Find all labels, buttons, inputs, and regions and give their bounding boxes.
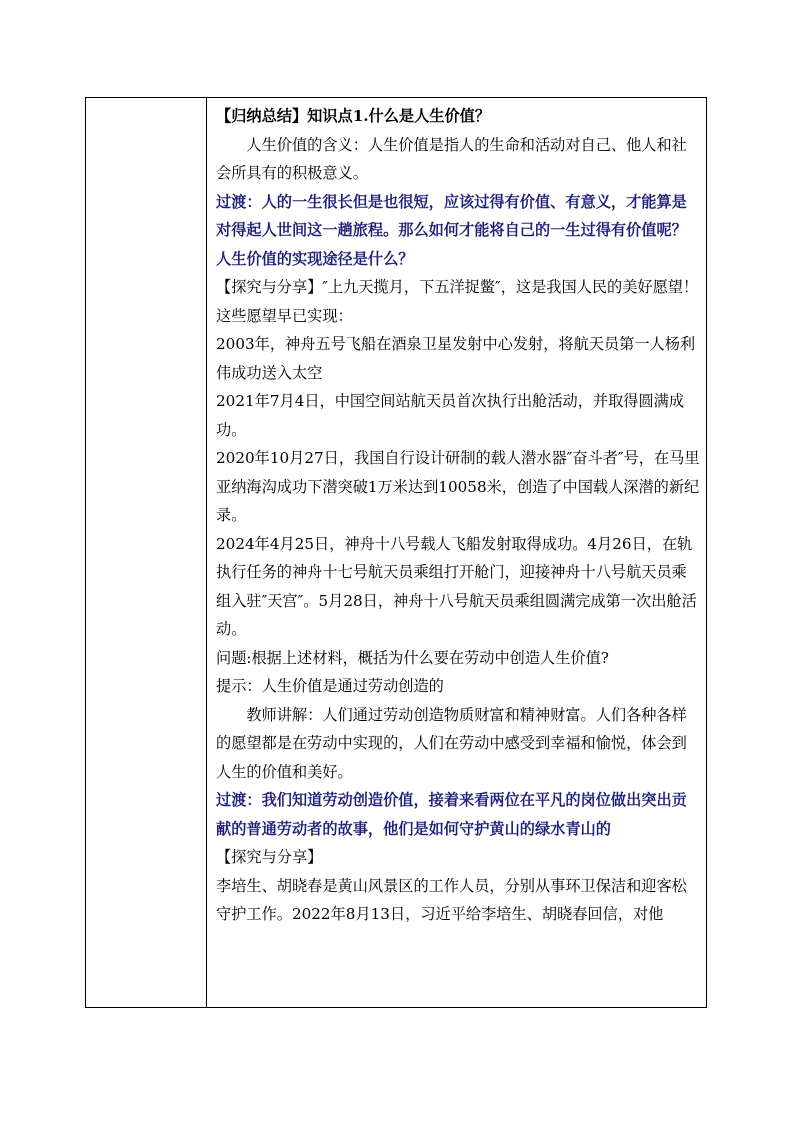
event-2021: 2021年7月4日，中国空间站航天员首次执行出舱活动，并取得圆满成功。 (216, 392, 685, 439)
teacher-explain-paragraph: 教师讲解：人们通过劳动创造物质财富和精神财富。人们各种各样的愿望都是在劳动中实现的，人们在劳动中感受到幸福和愉悦，体会到人生的价值和美好。 (216, 705, 687, 781)
meaning-paragraph: 人生价值的含义：人生价值是指人的生命和活动对自己、他人和社会所具有的积极意义。 (216, 135, 687, 182)
event-2024: 2024年4月25日，神舟十八号载人飞船发射取得成功。4月26日，在轨执行任务的神舟十七号航天员乘组打开舱门，迎接神舟十八号航天员乘组入驻″天宫″。5月28日，神舟十八号航天员乘组圆满完成第一次出舱活动。 (216, 534, 697, 638)
transition-paragraph-2: 过渡：我们知道劳动创造价值，接着来看两位在平凡的岗位做出突出贡献的普通劳动者的故事，他们是如何守护黄山的绿水青山的 (216, 791, 687, 838)
story-paragraph: 李培生、胡晓春是黄山风景区的工作人员，分别从事环卫保洁和迎客松守护工作。2022年8月13日，习近平给李培生、胡晓春回信，对他 (216, 876, 687, 923)
hint-paragraph: 提示：人生价值是通过劳动创造的 (216, 677, 444, 695)
transition-paragraph-1: 过渡：人的一生很长但是也很短，应该过得有价值、有意义，才能算是对得起人世间这一趟旅程。那么如何才能将自己的一生过得有价值呢？人生价值的实现途径是什么？ (216, 192, 687, 268)
event-2003: 2003年，神舟五号飞船在酒泉卫星发射中心发射，将航天员第一人杨利伟成功送入太空 (216, 335, 696, 382)
summary-heading: 【归纳总结】知识点1.什么是人生价值？ (216, 107, 491, 125)
explore-share-paragraph-1: 【探究与分享】″上九天揽月，下五洋捉鳖″，这是我国人民的美好愿望！这些愿望早已实现： (216, 278, 699, 325)
question-paragraph: 问题:根据上述材料，概括为什么要在劳动中创造人生价值? (216, 648, 609, 667)
lesson-table (85, 97, 707, 1008)
event-2020: 2020年10月27日，我国自行设计研制的载人潜水器″奋斗者″号，在马里亚纳海沟成功下潜突破1万米达到10058米，创造了中国载人深潜的新纪录。 (216, 449, 700, 524)
content-cell (208, 98, 706, 1007)
left-column-cell (86, 98, 207, 1007)
explore-share-heading-2: 【探究与分享】 (216, 848, 323, 866)
